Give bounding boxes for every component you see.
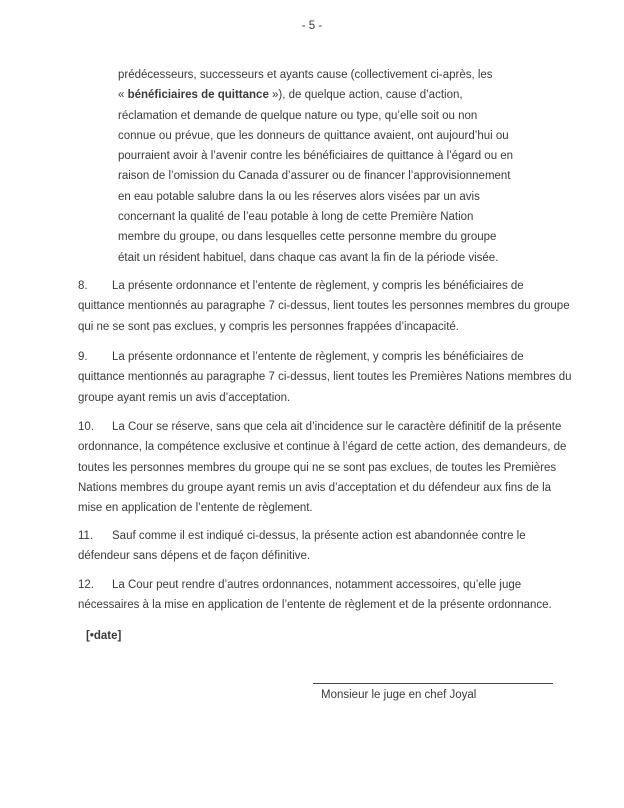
signature-block <box>313 683 553 705</box>
paragraph-text: La présente ordonnance et l’entente de règlement, y compris les bénéficiaires de quittance mentionnés au paragraphe 7 ci-dessus, lient toutes les personnes membres du groupe qui ne se sont pas exclues, y compris les personnes frappées d’incapacité. <box>78 280 570 333</box>
order-paragraph-8 <box>78 276 572 337</box>
paragraph-text: La Cour peut rendre d’autres ordonnances, notamment accessoires, qu’elle juge nécessaires à la mise en application de l’entente de règlement et de la présente ordonnance. <box>78 579 552 612</box>
clause-line <box>118 85 513 105</box>
clause-line: membre du groupe, ou dans lesquelles cette personne membre du groupe <box>118 231 497 244</box>
clause-line: en eau potable salubre dans la ou les réserves alors visées par un avis <box>118 190 480 203</box>
paragraph-number: 9. <box>78 351 88 363</box>
paragraph-text: La Cour se réserve, sans que cela ait d’incidence sur le caractère définitif de la présente ordonnance, la compétence exclusive et continue à l’égard de cette action, des demandeurs, de toutes les personnes membres du groupe qui ne se sont pas exclues, de toutes les Premières Nations membres du groupe ayant remis un avis d’acceptation et du défendeur aux fins de la mise en application de l’entente de règlement. <box>78 421 567 515</box>
paragraph-text: Sauf comme il est indiqué ci-dessus, la présente action est abandonnée contre le défendeur sans dépens et de façon définitive. <box>78 530 526 563</box>
defined-term-bold: bénéficiaires de quittance <box>127 89 269 102</box>
order-paragraph-12 <box>78 575 572 616</box>
paragraph-number: 10. <box>78 421 94 433</box>
date-placeholder: [•date] <box>86 630 122 642</box>
clause-line: raison de l’omission du Canada d’assurer ou de financer l’approvisionnement <box>118 170 511 183</box>
paragraph-number: 12. <box>78 579 94 591</box>
paragraph-number: 11. <box>78 530 94 542</box>
paragraph-text: La présente ordonnance et l’entente de règlement, y compris les bénéficiaires de quittance mentionnés au paragraphe 7 ci-dessus, lient toutes les Premières Nations membres du groupe ayant remis un avis d’acceptation. <box>78 351 572 404</box>
clause-line: connue ou prévue, que les donneurs de quittance avaient, ont aujourd’hui ou <box>118 129 509 142</box>
order-paragraph-11 <box>78 526 572 567</box>
clause-line-rest: »), de quelque action, cause d’action, <box>268 89 463 102</box>
order-paragraph-9 <box>78 347 572 408</box>
clause-line: prédécesseurs, successeurs et ayants cause (collectivement ci-après, les <box>118 69 493 81</box>
page-number: - 5 - <box>301 20 323 32</box>
clause-line: pourraient avoir à l’avenir contre les bénéficiaires de quittance à l’égard ou en <box>118 150 514 163</box>
clause-line: était un résident habituel, dans chaque cas avant la fin de la période visée. <box>118 251 499 264</box>
order-paragraph-10 <box>78 417 572 518</box>
guillemet-open: « <box>118 89 128 102</box>
judge-name: Monsieur le juge en chef Joyal <box>321 689 477 701</box>
clause-line: concernant la qualité de l’eau potable à long de cette Première Nation <box>118 211 474 224</box>
release-clause-block <box>118 65 513 268</box>
clause-line: réclamation et demande de quelque nature ou type, qu’elle soit ou non <box>118 109 478 122</box>
paragraph-number: 8. <box>78 280 88 292</box>
